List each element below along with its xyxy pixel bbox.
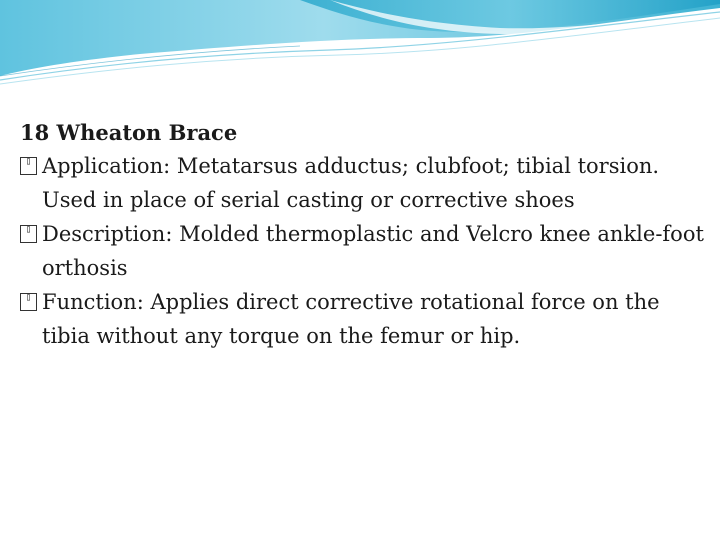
bullet-item-description (20, 217, 710, 285)
slide-title: 18 Wheaton Brace (20, 120, 238, 145)
missing-glyph-icon: ▯ (20, 157, 37, 175)
bullet-list (20, 149, 710, 353)
header-wave-decoration (0, 0, 720, 90)
bullet-item-application (20, 149, 710, 217)
bullet-text-description: Description: Molded thermoplastic and Velcro knee ankle-foot orthosis (42, 222, 704, 280)
missing-glyph-icon: ▯ (20, 293, 37, 311)
bullet-text-application: Application: Metatarsus adductus; clubfoot; tibial torsion. Used in place of serial casting or corrective shoes (42, 154, 660, 212)
bullet-text-function: Function: Applies direct corrective rotational force on the tibia without any torque on the femur or hip. (42, 290, 660, 348)
bullet-item-function (20, 285, 710, 353)
missing-glyph-icon: ▯ (20, 225, 37, 243)
slide-content (20, 118, 710, 353)
